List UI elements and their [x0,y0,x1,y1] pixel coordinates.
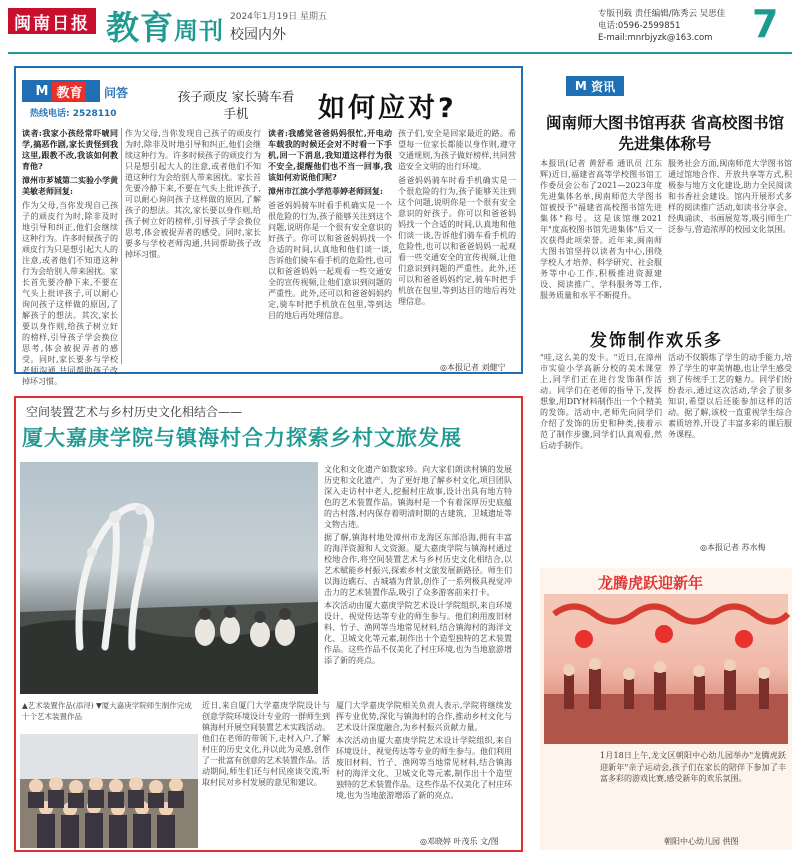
hair-headline: 发饰制作欢乐多 [590,331,723,351]
section-title [106,2,224,49]
tag-letter: M [35,83,49,99]
hair-body-2: 活动不仅锻炼了学生的动手能力,培养了学生的审美情趣,也让学生感受到了传统手工艺的魅力。同学们纷纷表示,通过这次活动,学会了很多知识,希望以后还能参加这样的活动。据了解,该校一直重视学生综合素质培养,开设了丰富多彩的课后服务课程。 [668,353,792,439]
feature-body-3-continued: 本次活动由厦大嘉庚学院艺术设计学院组织,来自环境设计、视觉传达等专业的师生参与。他们利用废旧材料、竹子、渔网等当地常见材料,结合镇海村的海洋文化、卫城文化等元素,制作出十个造型独特的艺术装置作品。这些作品不仅美化了村庄环境,也为当地旅游增添了新的亮点。 [336,736,512,800]
question-1: 读者:我家小孩经常吓唬同学,搞恶作剧,家长责怪到我这里,跟教不改,我该如何教育他? [22,128,118,171]
qa-column-2 [125,128,261,364]
feature-body-2: 据了解,镇海村地处漳州市龙海区东部沿海,拥有丰富的海洋资源和人文资源。厦大嘉庚学院与镇海村通过校地合作,将空间装置艺术与乡村历史文化相结合,以艺术赋能乡村振兴,探索乡村文旅发展新路径。师生们以海边礁石、古城墙为背景,创作了一系列极具视觉冲击力的艺术装置作品,吸引了众多游客前来打卡。 [324,533,512,597]
art-installation-illustration [20,462,318,694]
feature-column-top [324,464,512,696]
answer-2-continued: 爸爸妈妈骑车时看手机确实是一个很危险的行为,孩子能够关注到这个问题,说明你是一个很有安全意识的好孩子。你可以和爸爸妈妈找一个合适的时间,认真地和他们谈一谈,告诉他们骑车看手机的危险性,也可以和爸爸妈妈一起观看一些交通安全的宣传视频,让他们意识到问题的严重性。此外,还可以和爸爸妈妈约定,骑车时把手机放在包里,等到达目的地后再处理信息。 [398,176,516,306]
column-divider [121,128,122,364]
feature-headline: 厦大嘉庚学院与镇海村合力探索乡村文旅发展 [22,426,462,450]
masthead-contact [598,8,748,44]
newyear-byline: 朝阳中心幼儿园 供图 [664,837,739,846]
qa-headline: 如何应对? [318,93,457,124]
hair-column-1 [540,352,662,552]
newyear-photo [544,594,788,744]
qa-tag-word: 问答 [104,86,129,100]
hair-body: "哇,这么美的发卡。"近日,在漳州市实验小学高新分校的美术课堂上,同学们正在进行发饰制作活动。同学们在老师的指导下,发挥想象,用DIY材料制作出一个个精美的发饰。活动中,老师先向同学们介绍了发饰的历史和种类,接着示范了制作步骤,同学们认真观看,然后动手制作。 [540,353,662,450]
column-name: 校园内外 [230,27,286,43]
masthead-rule [8,52,792,54]
hair-byline: ◎本报记者 苏水梅 [700,543,766,552]
newyear-photo-illustration [544,594,788,744]
feature-body-5: 厦门大学嘉庚学院相关负责人表示,学院将继续发挥专业优势,深化与镇海村的合作,推动乡村文化与艺术设计深度融合,为乡村振兴贡献力量。 [336,701,512,732]
feature-body-4: 近日,来自厦门大学嘉庚学院设计与创意学院环境设计专业的一群师生到镇海村开展空间装置艺术实践活动。他们在老师的带领下,走村入户,了解村庄的历史文化,并以此为灵感,创作了一批富有创意的艺术装置作品。活动期间,师生们还与村民座谈交流,听取村民对乡村发展的意见和建议。 [202,701,330,787]
feature-column-bottom-right [336,700,512,834]
news-tag-letter: M [574,79,587,93]
group-photo-illustration [20,734,198,848]
news-tag-label: 资讯 [591,79,616,94]
feature-column-bottom-left [202,700,330,834]
feature-body-3: 本次活动由厦大嘉庚学院艺术设计学院组织,来自环境设计、视觉传达等专业的师生参与。他们利用废旧材料、竹子、渔网等当地常见材料,结合镇海村的海洋文化、卫城文化等元素,制作出十个造型独特的艺术装置作品。这些作品不仅美化了村庄环境,也为当地旅游增添了新的亮点。 [324,601,512,665]
answer-1-continued: 作为父母,当你发现自己孩子的顽皮行为时,除非及时地引导和纠正,他们会继续这种行为。许多时候孩子的顽皮行为只是想引起大人的注意,或者他们不知道这种行为会给别人带来困扰。家长首先要冷静下来,不要在气头上批评孩子,可以耐心询问孩子这样做的原因,了解孩子的想法。其次,家长要以身作则,给孩子树立好的榜样,引导孩子学会换位思考,体会被捉弄者的感受。同时,家长要多与学校老师沟通,共同帮助孩子改掉坏习惯。 [125,129,261,259]
answerer-1: 漳州市芗城第二实验小学黄美敏老师回复: [22,175,118,196]
qa-subtitle: 孩子顽皮 家长骑车看手机 [177,89,295,121]
answerer-2: 漳州市江滨小学范菲婷老师回复: [268,186,383,196]
library-headline: 闽南师大图书馆再获 省高校图书馆先进集体称号 [546,113,784,153]
news-column-tag [566,76,624,96]
answer-2-more: 孩子们,安全是回家最近的路。希望每一位家长都能以身作则,遵守交通规则,为孩子做好榜样,共同营造安全文明的出行环境。 [398,129,516,171]
phone-line: 电话:0596-2599851 [598,21,681,31]
section-title-main: 教育 [106,8,174,47]
library-column-1 [540,158,662,318]
hotline: 热线电话: 2528110 [30,109,117,119]
feature-photo-caption: ▲艺术装置作品(添浔) ▼厦大嘉庚学院师生制作完成十个艺术装置作品 [22,701,192,721]
answer-2: 爸爸妈妈骑车时看手机确实是一个很危险的行为,孩子能够关注到这个问题,说明你是一个很有安全意识的好孩子。你可以和爸爸妈妈找一个合适的时间,认真地和他们谈一谈,告诉他们骑车看手机的危险性,也可以和爸爸妈妈一起观看一些交通安全的宣传视频,让他们意识到问题的严重性。此外,还可以和爸爸妈妈约定,骑车时把手机放在包里,等到达目的地后再处理信息。 [268,201,392,320]
qa-byline: ◎本报记者 刘健宁 [440,363,506,372]
issue-date: 2024年1月19日 星期五 [230,12,327,22]
qa-column-1 [22,128,118,386]
masthead [0,0,800,56]
qa-column-4 [398,128,516,364]
editor-line: 专版刊载 责任编辑/陈秀云 吴思佳 [598,9,726,19]
newspaper-logo: 闽南日报 [8,8,96,34]
qa-column-tag [22,80,100,102]
answer-1: 作为父母,当你发现自己孩子的顽皮行为时,除非及时地引导和纠正,他们会继续这种行为。许多时候孩子的顽皮行为只是想引起大人的注意,或者他们不知道这种行为会给别人带来困扰。家长首先要冷静下来,不要在气头上批评孩子,可以耐心询问孩子这样做的原因,了解孩子的想法。其次,家长要以身作则,给孩子树立好的榜样,引导孩子学会换位思考,体会被捉弄者的感受。同时,家长要多与学校老师沟通,共同帮助孩子改掉坏习惯。 [22,201,118,386]
question-2: 读者:我感觉爸爸妈妈很忙,开电动车载我的时候还会对不时看一下手机,回一下消息,我知道这样行为很不安全,提醒他们也不当一回事,我该如何劝说他们呢? [268,128,392,182]
library-body-2: 服务社会方面,闽南师范大学图书馆通过馆地合作、开放共享等方式,积极参与地方文化建设,助力全民阅读和书香社会建设。馆内开展形式多样的阅读推广活动,如读书分享会、经典诵读、书画展览等,吸引师生广泛参与,营造浓厚的校园文化氛围。 [668,159,792,234]
newyear-caption: 1月18日上午,龙文区朝阳中心幼儿园举办"龙腾虎跃迎新年"亲子运动会,孩子们在家长的陪伴下参加了丰富多彩的游戏比赛,感受新年的欢乐氛围。 [600,751,786,783]
feature-photo-installation [20,462,318,694]
tag-label: 教育 [52,82,86,101]
email-line: E-mail:mnrbjyzk@163.com [598,33,713,43]
newyear-headline: 龙腾虎跃迎新年 [598,574,704,592]
library-body: 本报讯(记者 黄舒希 通讯员 江东辉)近日,福建省高等学校图书馆工作委员会公布了2021—2023年度先进集体名单,闽南师范大学图书馆被授予"福建省高校图书馆先进集体"称号。这是该馆继2021年"度高校图书馆先进集体"后又一次获得此项荣誉。近年来,闽南师大图书馆坚持以读者为中心,围绕学校人才培养、科学研究、社会服务等中心工作,积极推进资源建设、阅读推广、学科服务等工作,服务质量和水平不断提升。 [540,159,662,300]
qa-column-3 [268,128,392,364]
feature-photo-group [20,734,198,848]
page-number: 7 [752,2,779,46]
library-column-2 [668,158,792,318]
hair-column-2 [668,352,792,542]
section-title-sub: 周刊 [174,17,224,45]
feature-kicker: 空间装置艺术与乡村历史文化相结合—— [26,405,243,419]
feature-byline: ◎邓晓婷 叶茂乐 文/图 [420,837,499,846]
feature-body: 文化和文化遗产如数家珍。向大家们朗读村镇的发展历史和文化遗产。为了更好地了解乡村文化,项目团队深入走访村中老人,挖掘村庄故事,设计出具有地方特色的艺术装置作品。镇海村是一个有着深厚历史底蕴的古村落,村内保存着明清时期的古建筑、卫城遗址等文物古迹。 [324,465,512,529]
